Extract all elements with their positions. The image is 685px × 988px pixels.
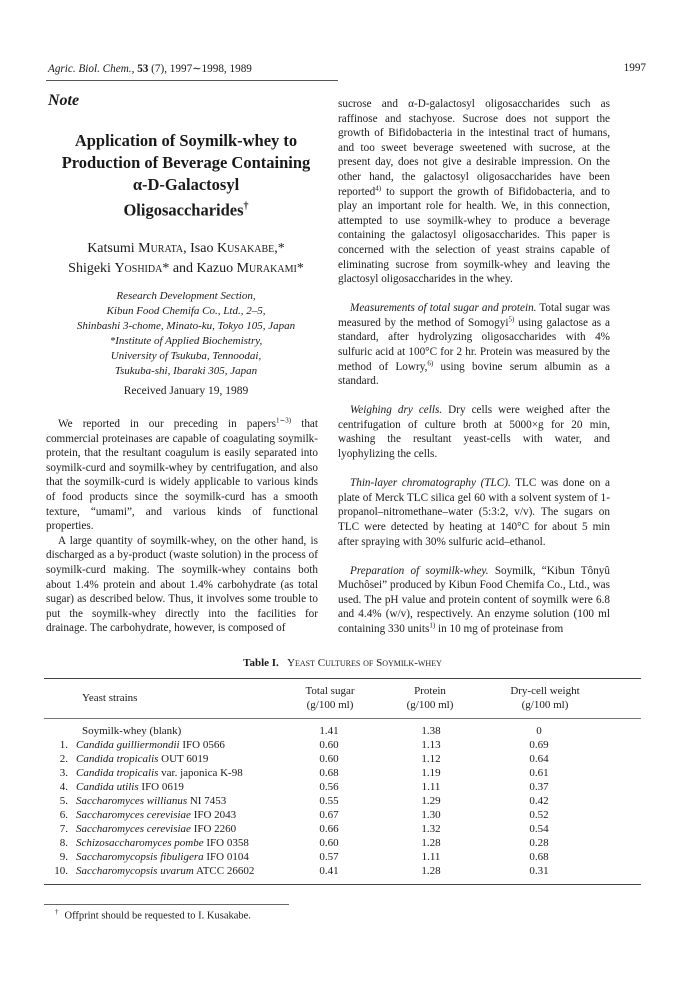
cell-protein: 1.19 <box>421 767 441 779</box>
section-heading: Thin-layer chromatography (TLC). <box>350 477 511 490</box>
received-date: Received January 19, 1989 <box>123 384 249 397</box>
table-row <box>44 836 644 850</box>
strain-id: Soymilk-whey (blank) <box>82 725 182 737</box>
citation-ref: 1) <box>429 621 436 630</box>
cell-sugar: 0.55 <box>319 795 339 807</box>
paragraph-measurements <box>338 301 610 389</box>
cell-sugar: 0.60 <box>319 753 339 765</box>
strain-id: IFO 0104 <box>203 851 249 863</box>
affiliation-line: *Institute of Applied Biochemistry, <box>109 334 263 347</box>
author-family-name: Kusakabe <box>216 240 275 256</box>
col-header-strain: Yeast strains <box>82 692 138 704</box>
cell-dry-weight: 0.54 <box>529 823 549 835</box>
body-left-column <box>46 417 318 636</box>
col-header-sugar <box>285 684 375 712</box>
text-run: Dry cells were weighed after the centrifugation of culture broth at 5000×g for 20 min, washing the resultant yeast-cells with water, and lyophylizing the cells. <box>338 404 610 461</box>
col-header-dry-cell <box>485 684 605 712</box>
text-run: sucrose and α-D-galactosyl oligosaccharides such as raffinose and stachyose. Sucrose does not support the growth of Bifidobacteria in the intestinal tract of humans, and too sweet beverage sweetened with sucrose, at the present day, does not give a desirable impression. On the other hand, the galactosyl oligosaccharides have been reported <box>338 98 610 198</box>
species: Saccharomyces cerevisiae <box>76 823 191 835</box>
row-number: 6. <box>59 809 68 821</box>
cell-protein: 1.28 <box>421 837 441 849</box>
table-bottom-rule <box>44 884 641 885</box>
species: Saccharomyces cerevisiae <box>76 809 191 821</box>
author-given-name: Kazuo <box>196 260 234 276</box>
strain-id: OUT 6019 <box>158 753 209 765</box>
text-run: Soymilk, “Kibun Tônyû Muchôsei” produced by Kibun Food Chemifa Co., Ltd., was used. The pH value and protein content of soymilk were 6.8 and 4.4% (w/v), respectively. An enzyme solution (100 ml containing 330 units <box>338 564 610 635</box>
title-line-1: Application of Soymilk-whey to <box>74 131 298 150</box>
authors-line-2 <box>40 259 332 279</box>
table-row <box>44 752 644 766</box>
cell-sugar: 1.41 <box>319 725 339 737</box>
strain-name <box>82 724 181 738</box>
row-number: 7. <box>59 823 68 835</box>
footnote-rule <box>44 904 289 905</box>
strain-id: IFO 0619 <box>138 781 184 793</box>
strain-id: IFO 0566 <box>179 739 225 751</box>
species: Saccharomycopsis uvarum <box>76 865 194 877</box>
affiliation-line: Research Development Section, <box>116 289 256 302</box>
author-given-name: Katsumi <box>87 240 135 256</box>
text-run: in 10 mg of proteinase from <box>435 623 564 635</box>
row-number: 2. <box>59 753 68 765</box>
cell-dry-weight: 0.52 <box>529 809 549 821</box>
paragraph-tlc <box>338 476 610 549</box>
strain-name <box>76 864 254 878</box>
dagger-mark: † <box>243 201 249 212</box>
author-suffix: ,* <box>274 240 285 256</box>
citation-ref: 6) <box>427 358 434 367</box>
cell-sugar: 0.57 <box>319 851 339 863</box>
footnote <box>55 908 251 922</box>
strain-name <box>76 794 226 808</box>
title-line-4: Oligosaccharides <box>123 200 244 220</box>
table-header-rule <box>44 718 641 719</box>
cell-protein: 1.11 <box>421 851 441 863</box>
citation-ref: 5) <box>508 315 515 324</box>
row-number: 1. <box>59 739 68 751</box>
author-suffix: * <box>296 260 304 276</box>
table-row <box>44 724 644 738</box>
strain-name <box>76 780 184 794</box>
strain-name <box>76 738 225 752</box>
cell-sugar: 0.56 <box>319 781 339 793</box>
journal-name: Agric. Biol. Chem., <box>48 63 135 75</box>
title-block <box>40 130 332 399</box>
table-row <box>44 766 644 780</box>
species: Saccharomycopsis fibuligera <box>76 851 204 863</box>
cell-dry-weight: 0 <box>536 725 542 737</box>
row-number: 3. <box>59 767 68 779</box>
cell-sugar: 0.68 <box>319 767 339 779</box>
paper-title <box>40 130 332 222</box>
table-row <box>44 780 644 794</box>
cell-sugar: 0.60 <box>319 837 339 849</box>
strain-id: ATCC 26602 <box>193 865 255 877</box>
cell-dry-weight: 0.42 <box>529 795 549 807</box>
author-family-name: Murata <box>138 240 184 256</box>
cell-protein: 1.12 <box>421 753 441 765</box>
row-number: 4. <box>59 781 68 793</box>
title-line-3: α-D-Galactosyl <box>132 175 240 194</box>
species: Schizosaccharomyces pombe <box>76 837 204 849</box>
row-number: 8. <box>59 837 68 849</box>
footnote-text: Offprint should be requested to I. Kusakabe. <box>64 910 251 922</box>
cell-protein: 1.32 <box>421 823 441 835</box>
header-label: Dry-cell weight <box>510 685 580 697</box>
strain-id: IFO 2260 <box>190 823 237 835</box>
text-run: TLC was done on a plate of Merck TLC silica gel 60 with a solvent system of 1-propanol–nitromethane–water (5:3:2, v/v). The sugars on TLC were detected by heating at 140°C for about 5 min after spraying with 30% sulfuric acid–ethanol. <box>338 477 610 548</box>
author-suffix: , <box>183 240 187 256</box>
journal-volume: 53 <box>137 63 149 75</box>
cell-protein: 1.38 <box>421 725 441 737</box>
affiliation <box>40 289 332 379</box>
species: Candida guilliermondii <box>76 739 180 751</box>
cell-dry-weight: 0.69 <box>529 739 549 751</box>
species: Candida tropicalis <box>76 753 159 765</box>
row-number: 5. <box>59 795 68 807</box>
paragraph-dry-cells <box>338 403 610 461</box>
cell-dry-weight: 0.28 <box>529 837 549 849</box>
text-run: that commercial proteinases are capable of coagulating soymilk-protein, that the resultant coagulum is easily separated into soymilk-curd and soymilk-whey by centrifugation, and also that the soymilk-curd is widely applicable to various kinds of food products since the soymilk-curd has a smooth texture, “umami”, and various kinds of functional properties. <box>46 418 318 533</box>
cell-dry-weight: 0.37 <box>529 781 549 793</box>
paragraph-preparation <box>338 564 610 637</box>
cell-sugar: 0.66 <box>319 823 339 835</box>
strain-id: IFO 0358 <box>203 837 249 849</box>
row-number: 9. <box>59 851 68 863</box>
table-row <box>44 822 644 836</box>
table-row <box>44 738 644 752</box>
author-family-name: Yoshida <box>114 260 163 276</box>
table-title: Yeast Cultures of Soymilk-whey <box>287 657 442 669</box>
paragraph: A large quantity of soymilk-whey, on the other hand, is discharged as a by-product (waste solution) in the process of soymilk-curd making. The soymilk-whey contains both about 1.4% protein and about 1.4% carbohydrate (as total sugar) as described below. Thus, it involves some trouble to put the soymilk-whey directly into the facilities for drainage. The carbohydrate, however, is composed of <box>46 534 318 635</box>
species: Candida tropicalis <box>76 767 159 779</box>
section-heading: Measurements of total sugar and protein. <box>350 302 537 315</box>
page-number: 1997 <box>623 62 646 74</box>
article-type: Note <box>48 92 80 109</box>
cell-sugar: 0.41 <box>319 865 339 877</box>
journal-issue-pages-year: (7), 1997∼1998, 1989 <box>151 63 252 75</box>
author-suffix: * and <box>162 260 194 276</box>
text-run: We reported in our preceding in papers <box>58 418 276 430</box>
title-line-2: Production of Beverage Containing <box>61 153 311 172</box>
table-row <box>44 808 644 822</box>
row-number: 10. <box>54 865 68 877</box>
section-heading: Preparation of soymilk-whey. <box>350 564 489 577</box>
strain-id: var. japonica K-98 <box>158 767 243 779</box>
cell-sugar: 0.60 <box>319 739 339 751</box>
paragraph <box>338 97 610 287</box>
affiliation-line: University of Tsukuba, Tennoodai, <box>110 349 262 362</box>
citation-ref: 4) <box>375 183 382 192</box>
text-run: Total sugar was measured by the method of Somogyi <box>338 302 610 329</box>
cell-protein: 1.29 <box>421 795 441 807</box>
strain-name <box>76 836 249 850</box>
header-unit: (g/100 ml) <box>406 699 454 711</box>
header-unit: (g/100 ml) <box>306 699 354 711</box>
citation-ref: 1∼3) <box>275 416 292 425</box>
cell-protein: 1.28 <box>421 865 441 877</box>
species: Candida utilis <box>76 781 139 793</box>
strain-name <box>76 808 236 822</box>
table-caption <box>0 657 685 669</box>
affiliation-line: Shinbashi 3-chome, Minato-ku, Tokyo 105, Japan <box>76 319 296 332</box>
strain-name <box>76 822 236 836</box>
cell-protein: 1.11 <box>421 781 441 793</box>
dagger-mark: † <box>55 908 59 916</box>
authors-line-1 <box>40 239 332 259</box>
table-row <box>44 864 644 878</box>
species: Saccharomyces willianus <box>76 795 188 807</box>
paragraph <box>46 417 318 534</box>
cell-dry-weight: 0.68 <box>529 851 549 863</box>
table-row <box>44 850 644 864</box>
strain-name <box>76 850 249 864</box>
affiliation-line: Tsukuba-shi, Ibaraki 305, Japan <box>114 364 258 377</box>
cell-dry-weight: 0.31 <box>529 865 549 877</box>
header-rule <box>46 80 338 81</box>
section-heading: Weighing dry cells. <box>350 404 443 417</box>
strain-id: IFO 2043 <box>190 809 237 821</box>
table-row <box>44 794 644 808</box>
strain-name <box>76 752 208 766</box>
text-run: using galactose as a standard, after hydrolyzing oligosaccharides with 4% sulfuric acid at 100°C for 2 hr. Protein was measured by the method of Lowry, <box>338 316 610 373</box>
cell-sugar: 0.67 <box>319 809 339 821</box>
authors <box>40 239 332 279</box>
table-label: Table I. <box>243 657 279 669</box>
header-label: Protein <box>414 685 446 697</box>
cell-protein: 1.30 <box>421 809 441 821</box>
cell-protein: 1.13 <box>421 739 441 751</box>
body-right-column <box>338 97 610 637</box>
header-label: Total sugar <box>305 685 355 697</box>
strain-name <box>76 766 243 780</box>
cell-dry-weight: 0.64 <box>529 753 549 765</box>
cell-dry-weight: 0.61 <box>529 767 549 779</box>
text-run: to support the growth of Bifidobacteria, and to play an important role for health. We, in this connection, attempted to use soymilk-whey to produce a beverage containing the galactosyl oligosaccharides. This paper is concerned with the selection of yeast strains capable of eliminating sucrose from soymilk-whey and leaving the glactosyl oligosaccharides in the whey. <box>338 185 610 286</box>
author-given-name: Isao <box>190 240 214 256</box>
affiliation-line: Kibun Food Chemifa Co., Ltd., 2–5, <box>106 304 266 317</box>
author-family-name: Murakami <box>236 260 297 276</box>
text-run: using bovine serum albumin as a standard. <box>338 360 610 388</box>
table-top-rule <box>44 678 641 679</box>
strain-id: NI 7453 <box>187 795 227 807</box>
journal-citation <box>48 62 252 75</box>
col-header-protein <box>385 684 475 712</box>
author-given-name: Shigeki <box>68 260 111 276</box>
header-unit: (g/100 ml) <box>521 699 569 711</box>
running-header <box>48 62 646 78</box>
